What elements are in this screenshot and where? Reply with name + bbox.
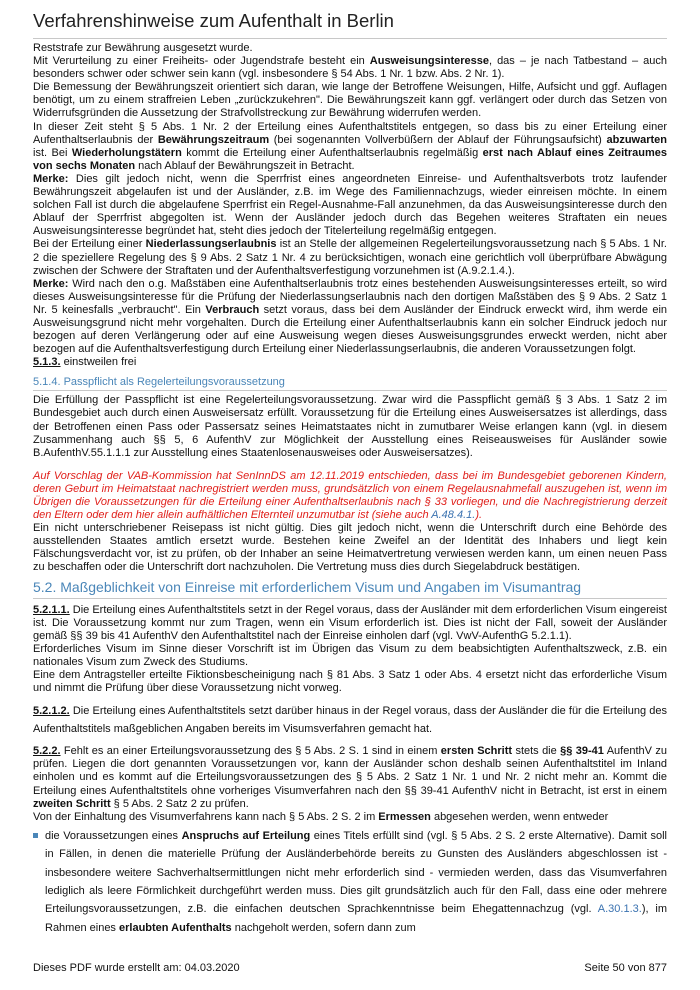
- paragraph: Die Bemessung der Bewährungszeit orientiert sich daran, wie lange der Betroffene Weisungen, Hilfe, Aufsicht und ggf. Auflagen benötigt, um zu einem straffreien Leben „zurückzukehren". Die Bewährungszeit kann ggf. verlängert oder durch das Setzen von Widerrufsgründen die Aussetzung der Strafvollstreckung zur Bewährung widerrufen werden.: [33, 81, 667, 120]
- paragraph: Merke: Wird nach den o.g. Maßstäben eine Aufenthaltserlaubnis trotz eines bestehenden Ausweisungsinteresses erteilt, so wird dieses Ausweisungsinteresse für die Prüfung der Niederlassungserlaubnis nach den dortigen Maßstäben des § 9 Abs. 2 Satz 1 Nr. 5 keinesfalls „verbraucht". Ein Verbrauch setzt voraus, dass bei dem Ausländer der Eindruck erweckt wird, ihm werde ein Ausweisungsgrund nicht mehr vorgehalten. Durch die Erteilung einer Aufenthaltserlaubnis kann ein solcher Eindruck jedoch nur bezogen auf deren Verlängerung oder auf eine Ausweisung wegen dieses Ausweisungsgrundes erweckt werden, nicht aber bezogen auf die Aufenthaltsverfestigung durch Erteilung einer Niederlassungserlaubnis, die anderen Voraussetzungen folgt.: [33, 277, 668, 356]
- bullet-icon: [33, 833, 38, 838]
- paragraph: 5.2.2. Fehlt es an einer Erteilungsvoraussetzung des § 5 Abs. 2 S. 1 sind in einem ersten Schritt stets die §§ 39-41 AufenthV zu prüfen. Liegen die dort genannten Voraussetzungen vor, kann der Ausländer schon deshalb seinen Aufenthaltstitel im Inland einholen und es kommt auf die Erteilungsvoraussetzungen des § 5 Abs. 2 Satz 1 Nr. 1 und Nr. 2 nicht mehr an. Kommt die Erteilung eines Aufenthaltstitels ohne vorheriges Visumverfahren nach den §§ 39-41 AufenthV nicht in Betracht, ist erst in einem zweiten Schritt § 5 Abs. 2 Satz 2 zu prüfen.: [33, 745, 667, 810]
- footer-created-date: Dieses PDF wurde erstellt am: 04.03.2020: [33, 962, 240, 974]
- document-page: [33, 0, 667, 937]
- paragraph: Merke: Dies gilt jedoch nicht, wenn die Sperrfrist eines angeordneten Einreise- und Aufenthaltsverbots trotz laufender Bewährungszeit abgelaufen ist und der Ausländer, z.B. im Wege des Familiennachzugs, wieder einreisen möchte. In einem solchen Fall ist durch die abgelaufene Sperrfrist ein Regel-Ausnahme-Fall anzunehmen, da das Ausweisungsinteresse durch den Ablauf der Sperrfrist abgegolten ist. Wenn der Ausländer jedoch durch das Begehen weiteres Straftaten ein neues Ausweisungsinteresse begründet hat, steht dies jedoch der Titelerteilung regelmäßig entgegen.: [33, 172, 667, 238]
- red-note: Auf Vorschlag der VAB-Kommission hat SenInnDS am 12.11.2019 entschieden, dass bei im Bundesgebiet geborenen Kindern, deren Geburt im Heimatstaat nachregistriert werden muss, grundsätzlich von einem Regelausnahmefall auszugehen ist, wenn im Übrigen die Voraussetzungen für die Erteilung einer Aufenthaltserlaubnis nach § 33 vorliegen, und die Nachregistrierung derzeit den Eltern oder dem hier allein aufhältlichen Elternteil unzumutbar ist (siehe auch A.48.4.1.).: [33, 469, 667, 522]
- paragraph: Die Erfüllung der Passpflicht ist eine Regelerteilungsvoraussetzung. Zwar wird die Passpflicht gemäß § 3 Abs. 1 Satz 2 im Bundesgebiet auch durch einen Ausweisersatz erfüllt. Voraussetzung für die Erteilung eines Ausweisersatzes ist allerdings, dass der Betroffenen einen Pass oder Passersatz seines Heimatstaates nicht in zumutbarer Weise erlangen kann (vgl. in diesem Zusammenhang auch §§ 5, 6 AufenthV zur Möglichkeit der Ausstellung eines Reiseausweises für Ausländer sowie B.AufenthV.55.1.1.1 zur Ausstellung eines Staatenlosenausweises oder Ausweisersatzes).: [33, 394, 667, 459]
- divider: [33, 598, 667, 599]
- list-item: die Voraussetzungen eines Anspruchs auf Erteilung eines Titels erfüllt sind (vgl. § 5 Abs. 2 S. 2 erste Alternative). Damit soll in Fällen, in denen die materielle Prüfung der Ausländerbehörde bereits zu Gunsten des Ausländers abgeschlossen ist - insbesondere weitere Sachverhaltsermittlungen nicht mehr erforderlich sind - vermieden werden, dass das Visumverfahren lediglich als leere Förmlichkeit durchgeführt werden muss. Dies gilt grundsätzlich auch für den Fall, dass eine oder mehrere Erteilungsvoraussetzungen, z.B. die einfachen deutschen Sprachkenntnisse beim Ehegattennachzug (vgl. A.30.1.3.), im Rahmen eines erlaubten Aufenthalts nachgeholt werden, sofern dann zum: [33, 827, 667, 937]
- page-title: Verfahrenshinweise zum Aufenthalt in Berlin: [33, 0, 667, 39]
- paragraph: 5.2.1.1. Die Erteilung eines Aufenthaltstitels setzt in der Regel voraus, dass der Ausländer mit dem erforderlichen Visum eingereist ist. Die Voraussetzung kommt nur zum Tragen, wenn ein Visum erforderlich ist. Dies ist nicht der Fall, soweit der Ausländer gemäß §§ 39 bis 41 AufenthV den Aufenthaltstitel nach der Einreise einholen darf (vgl. VwV-AufenthG 5.2.1.1).: [33, 603, 667, 642]
- divider: [33, 390, 667, 391]
- paragraph: Reststrafe zur Bewährung ausgesetzt wurde.: [33, 42, 253, 54]
- paragraph: Mit Verurteilung zu einer Freiheits- oder Jugendstrafe besteht ein Ausweisungsinteresse, das – je nach Tatbestand – auch besonders schwer oder schwer sein kann (vgl. insbesondere § 54 Abs. 1 Nr. 1 bzw. Abs. 2 Nr. 1).: [33, 55, 667, 81]
- footer-page-number: Seite 50 von 877: [584, 962, 667, 974]
- paragraph: In dieser Zeit steht § 5 Abs. 1 Nr. 2 der Erteilung eines Aufenthaltstitels entgegen, so dass bis zu einer Erteilung einer Aufenthaltserlaubnis der Bewährungszeitraum (bei sogenannten Vollverbüßern der Ablauf der Führungsaufsicht) abzuwarten ist. Bei Wiederholungstätern kommt die Erteilung einer Aufenthaltserlaubnis regelmäßig erst nach Ablauf eines Zeitraumes von sechs Monaten nach Ablauf der Bewährungszeit in Betracht.: [33, 120, 667, 172]
- section-heading-5-1-4: 5.1.4. Passpflicht als Regelerteilungsvoraussetzung: [33, 376, 285, 389]
- paragraph: Bei der Erteilung einer Niederlassungserlaubnis ist an Stelle der allgemeinen Regelerteilungsvoraussetzung nach § 5 Abs. 1 Nr. 2 die speziellere Regelung des § 9 Abs. 2 Satz 1 Nr. 4 zu berücksichtigen, wonach eine gerichtlich voll überprüfbare Abwägung zwischen der Schwere der Straftaten und der Aufenthaltsverfestigung vorzunehmen ist (A.9.2.1.4.).: [33, 238, 667, 277]
- paragraph: Ein nicht unterschriebener Reisepass ist nicht gültig. Dies gilt jedoch nicht, wenn die Unterschrift durch eine Behörde des ausstellenden Staates amtlich ersetzt wurde. Bestehen keine Zweifel an der Identität des Inhabers und liegt kein Fälschungsverdacht vor, ist zu prüfen, ob der Inhaber an seine Heimatvertretung verwiesen werden kann, um einen neuen Pass zu beschaffen oder die Unterschrift dort nachzuholen. Die Vertretung muss dies durch Siegelabdruck bestätigen.: [33, 522, 667, 574]
- paragraph: Eine dem Antragsteller erteilte Fiktionsbescheinigung nach § 81 Abs. 3 Satz 1 oder Abs. 4 ersetzt nicht das erforderliche Visum und nimmt die Prüfung über diese Voraussetzung nicht vorweg.: [33, 669, 667, 695]
- paragraph: Erforderliches Visum im Sinne dieser Vorschrift ist im Übrigen das Visum zu dem beabsichtigten Aufenthaltszweck, z.B. ein nationales Visum zum Zweck des Studiums.: [33, 642, 667, 668]
- section-5-1-3: 5.1.3. einstweilen frei: [33, 356, 137, 369]
- section-heading-5-2: 5.2. Maßgeblichkeit von Einreise mit erforderlichem Visum und Angaben im Visumantrag: [33, 578, 582, 595]
- link-a-48-4-1[interactable]: A.48.4.1.: [431, 509, 476, 522]
- paragraph: 5.2.1.2. Die Erteilung eines Aufenthaltstitels setzt darüber hinaus in der Regel voraus, dass der Ausländer die für die Erteilung des Aufenthaltstitels maßgeblichen Angaben bereits im Visumsverfahren gemacht hat.: [33, 705, 667, 736]
- paragraph: Von der Einhaltung des Visumverfahrens kann nach § 5 Abs. 2 S. 2 im Ermessen abgesehen werden, wenn entweder: [33, 810, 609, 823]
- link-a-30-1-3[interactable]: A.30.1.3.: [597, 903, 642, 916]
